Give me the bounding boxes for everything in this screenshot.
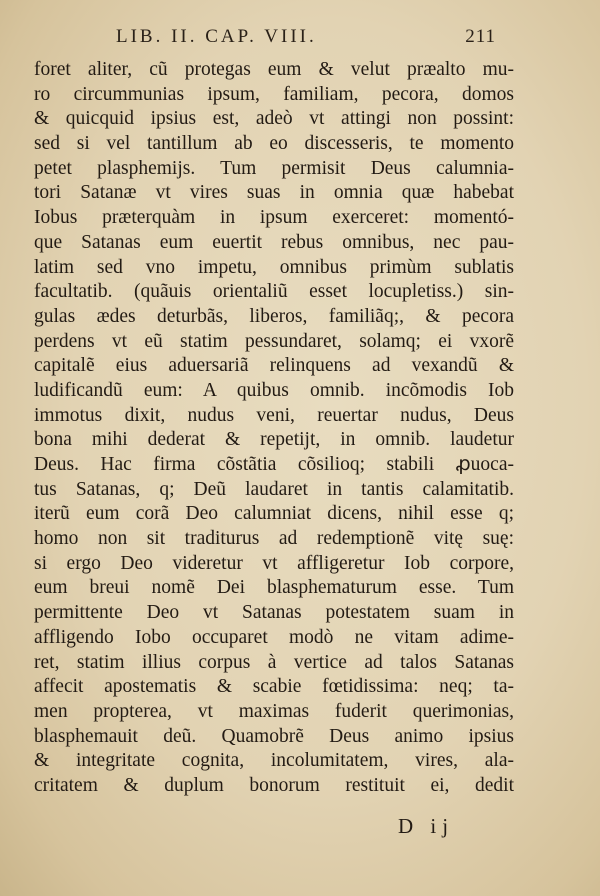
- text-line: latim sed vno impetu, omnibus primùm sublatis: [34, 256, 514, 278]
- text-line: ret, statim illius corpus à vertice ad talos Satanas: [34, 651, 514, 673]
- text-line: men propterea, vt maximas fuderit querimonias,: [34, 700, 514, 722]
- text-line: sed si vel tantillum ab eo discesseris, te momento: [34, 133, 514, 155]
- text-line: facultatib. (quãuis orientaliũ esset locupletiss.) sin-: [34, 281, 514, 303]
- text-line: ro circummunias ipsum, familiam, pecora, domos: [34, 83, 514, 105]
- text-line: permittente Deo vt Satanas potestatem suam in: [34, 602, 514, 624]
- text-line: foret aliter, cũ protegas eum & velut præalto mu-: [34, 59, 514, 80]
- page-header: [116, 26, 496, 50]
- text-line: Iobus præterquàm in ipsum exerceret: momentó-: [34, 207, 514, 229]
- text-line: iterũ eum corã Deo calumniat dicens, nihil esse q;: [34, 503, 514, 525]
- text-line: perdens vt eũ statim pessundaret, solamq; ei vxorẽ: [34, 330, 514, 352]
- text-line: si ergo Deo videretur vt affligeretur Iob corpore,: [34, 552, 514, 574]
- text-line: immotus dixit, nudus veni, reuertar nudus, Deus: [34, 404, 514, 426]
- text-line: Deus. Hac firma cõstãtia cõsilioq; stabili ꝓuoca-: [34, 454, 514, 475]
- text-line: homo non sit traditurus ad redemptionẽ vitę suę:: [34, 528, 514, 550]
- text-line: affligendo Iobo occuparet modò ne vitam adime-: [34, 626, 514, 648]
- text-line: blasphemauit deũ. Quamobrẽ Deus animo ipsius: [34, 725, 514, 747]
- text-line: capitalẽ eius aduersariã relinquens ad vexandũ &: [34, 355, 514, 377]
- text-line: & quicquid ipsius est, adeò vt attingi non possint:: [34, 108, 514, 130]
- text-line: critatem & duplum bonorum restituit ei, dedit: [34, 774, 514, 796]
- text-line: affecit apostematis & scabie fœtidissima: neq; ta-: [34, 676, 514, 698]
- text-line: tus Satanas, q; Deũ laudaret in tantis calamitatib.: [34, 478, 514, 500]
- text-line: & integritate cognita, incolumitatem, vires, ala-: [34, 750, 514, 772]
- text-line: ludificandũ eum: A quibus omnib. incõmodis Iob: [34, 379, 514, 401]
- text-line: bona mihi dederat & repetijt, in omnib. laudetur: [34, 429, 514, 451]
- text-line: tori Satanæ vt vires suas in omnia quæ habebat: [34, 182, 514, 204]
- page-number: 211: [465, 26, 496, 47]
- text-line: eum breui nomẽ Dei blasphematurum esse. Tum: [34, 577, 514, 599]
- running-head: LIB. II. CAP. VIII.: [116, 26, 317, 47]
- body-text: [34, 58, 514, 799]
- text-line: gulas ædes deturbãs, liberos, familiãq;, & pecora: [34, 305, 514, 327]
- text-line: que Satanas eum euertit rebus omnibus, nec pau-: [34, 231, 514, 253]
- text-line: petet plasphemijs. Tum permisit Deus calumnia-: [34, 157, 514, 179]
- signature-mark: D ij: [398, 814, 455, 838]
